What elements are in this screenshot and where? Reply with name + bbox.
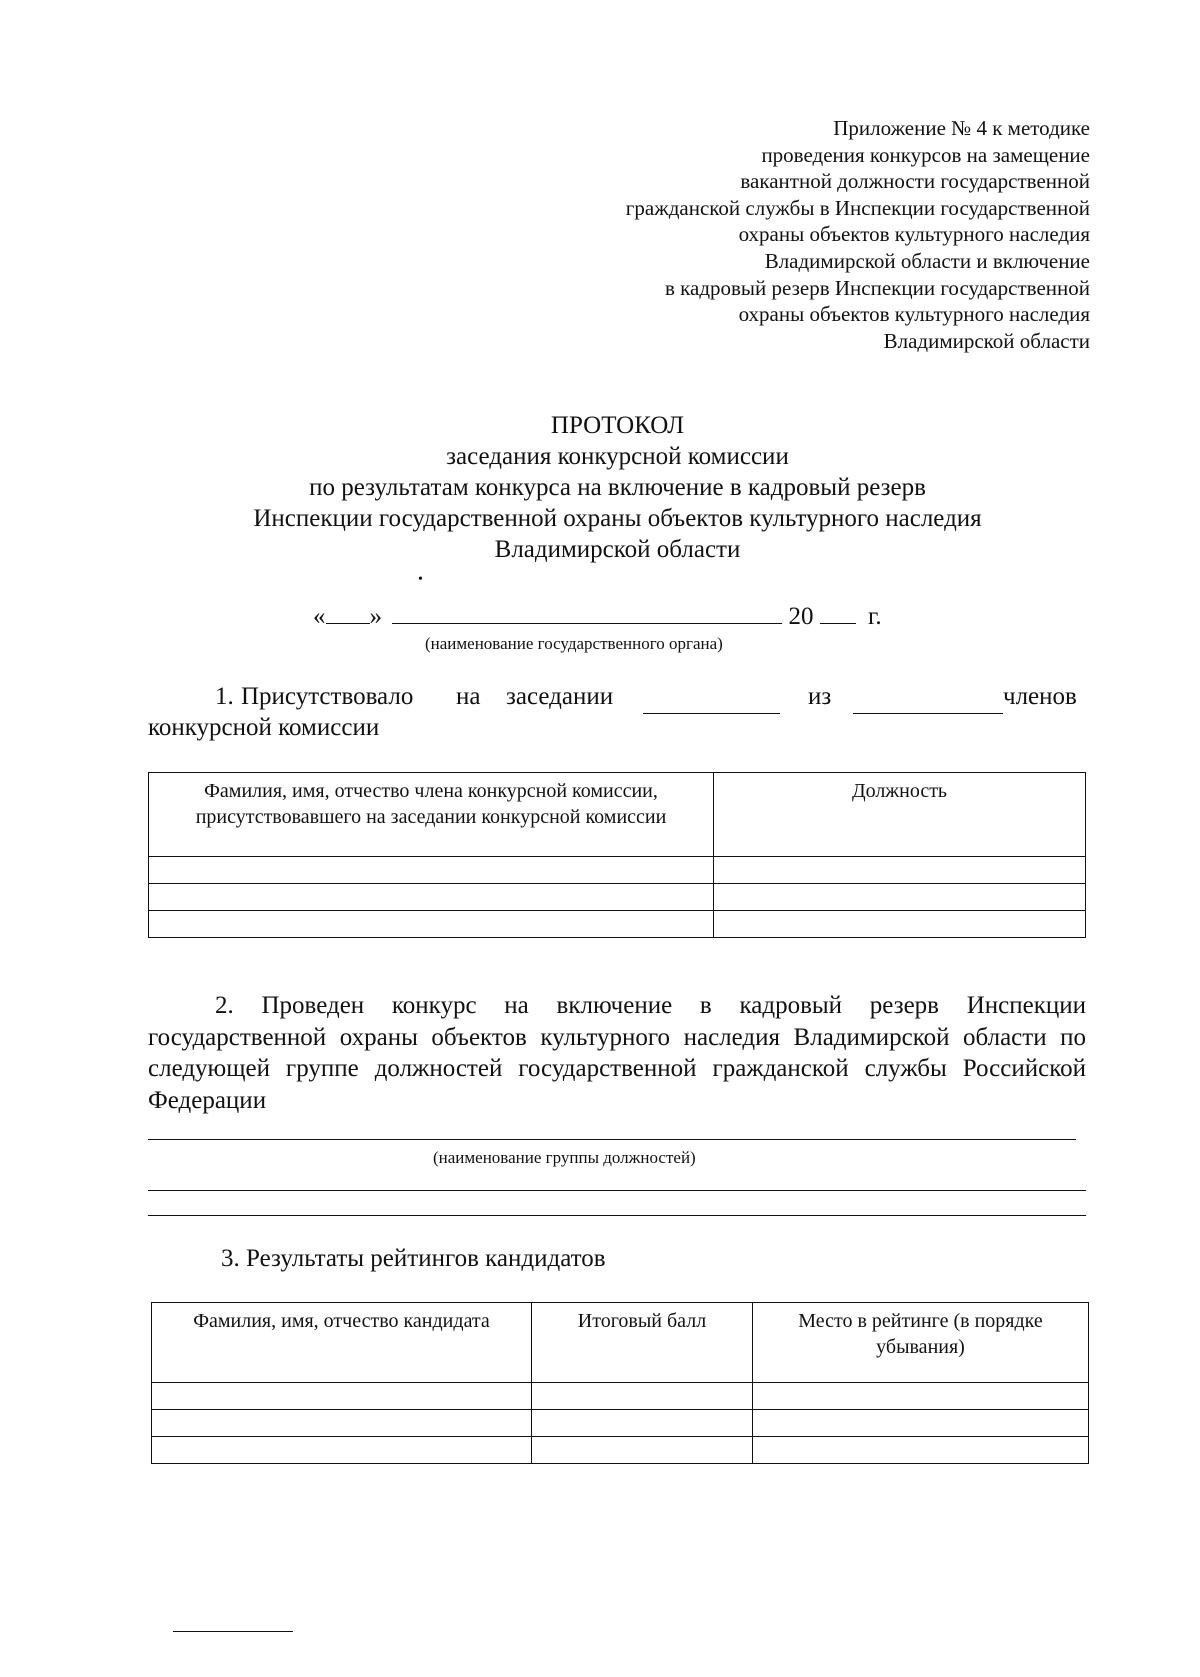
close-quote: » [369,603,382,630]
table-cell[interactable] [152,1437,532,1464]
section1-members: членов [1003,683,1077,710]
commission-members-table [148,772,1086,938]
table-row [152,1410,1089,1437]
table-cell[interactable] [149,884,714,911]
section3-heading [221,1245,606,1273]
document-title [150,410,1085,565]
appendix-line: Владимирской области [883,328,1090,353]
group-name-blank-2[interactable] [148,1190,1086,1191]
table-cell[interactable] [753,1410,1089,1437]
table-header-row [152,1303,1089,1383]
table-cell[interactable] [753,1383,1089,1410]
year-blank[interactable] [820,603,856,624]
section3-title: Результаты рейтингов кандидатов [246,1245,606,1272]
title-heading: ПРОТОКОЛ [550,412,685,439]
appendix-line: вакантной должности государственной [740,169,1090,194]
group-name-blank[interactable] [148,1139,1076,1140]
organ-name-blank[interactable] [392,603,782,624]
table-row [149,857,1086,884]
present-count-blank[interactable] [643,713,780,714]
table-cell[interactable] [714,884,1086,911]
table-header-row [149,773,1086,857]
year-suffix: г. [868,603,882,630]
table-row [152,1383,1089,1410]
section1-word: на [456,683,481,710]
appendix-note [530,115,1090,354]
table-row [152,1437,1089,1464]
section1-line2: конкурсной комиссии [148,714,380,741]
group-name-blank-3[interactable] [148,1215,1086,1216]
year-prefix: 20 [788,603,814,630]
title-line: заседания конкурсной комиссии [446,443,789,470]
table-cell[interactable] [532,1437,753,1464]
appendix-line: гражданской службы в Инспекции государственной [625,195,1090,220]
table-cell[interactable] [714,911,1086,938]
title-line: Инспекции государственной охраны объектов культурного наследия [253,505,982,532]
appendix-line: охраны объектов культурного наследия [738,222,1090,247]
table-cell[interactable] [753,1437,1089,1464]
candidate-ratings-table [151,1302,1089,1464]
date-line [313,603,882,631]
appendix-line: Владимирской области и включение [764,248,1090,273]
table-cell[interactable] [149,857,714,884]
group-caption: (наименование группы должностей) [433,1148,696,1167]
stray-mark: • [418,572,423,587]
organ-caption: (наименование государственного органа) [425,634,723,653]
section1-word: заседании [506,683,614,710]
table-header-cell: Должность [714,773,1086,857]
table-cell[interactable] [714,857,1086,884]
appendix-line: проведения конкурсов на замещение [761,142,1090,167]
appendix-line: охраны объектов культурного наследия [738,302,1090,327]
table-cell[interactable] [532,1383,753,1410]
appendix-line: в кадровый резерв Инспекции государственной [664,275,1090,300]
table-cell[interactable] [149,911,714,938]
open-quote: « [313,603,326,630]
table-header-cell: Фамилия, имя, отчество члена конкурсной комиссии, присутствовавшего на заседании конкурсной комиссии [149,773,714,857]
table-row [149,911,1086,938]
day-blank[interactable] [326,603,370,624]
section1-number: 1. [215,683,234,710]
section3-number: 3. [221,1245,240,1272]
section2-number: 2. [215,992,234,1019]
table-cell[interactable] [532,1410,753,1437]
table-header-cell: Место в рейтинге (в порядке убывания) [753,1303,1089,1383]
section1-from: из [808,683,832,710]
title-line: Владимирской области [494,536,741,563]
section2-paragraph [148,990,1086,1116]
footnote-separator [173,1631,293,1632]
section1-word: Присутствовало [241,683,414,710]
table-cell[interactable] [152,1383,532,1410]
table-header-cell: Итоговый балл [532,1303,753,1383]
table-row [149,884,1086,911]
table-header-cell: Фамилия, имя, отчество кандидата [152,1303,532,1383]
total-count-blank[interactable] [853,713,1003,714]
title-line: по результатам конкурса на включение в кадровый резерв [309,474,926,501]
appendix-line: Приложение № 4 к методике [833,116,1090,140]
table-cell[interactable] [152,1410,532,1437]
section2-text: Проведен конкурс на включение в кадровый резерв Инспекции государственной охраны объектов культурного наследия Владимирской области по следующей группе должностей государственной гражданской службы Российской Федерации [148,992,1086,1114]
